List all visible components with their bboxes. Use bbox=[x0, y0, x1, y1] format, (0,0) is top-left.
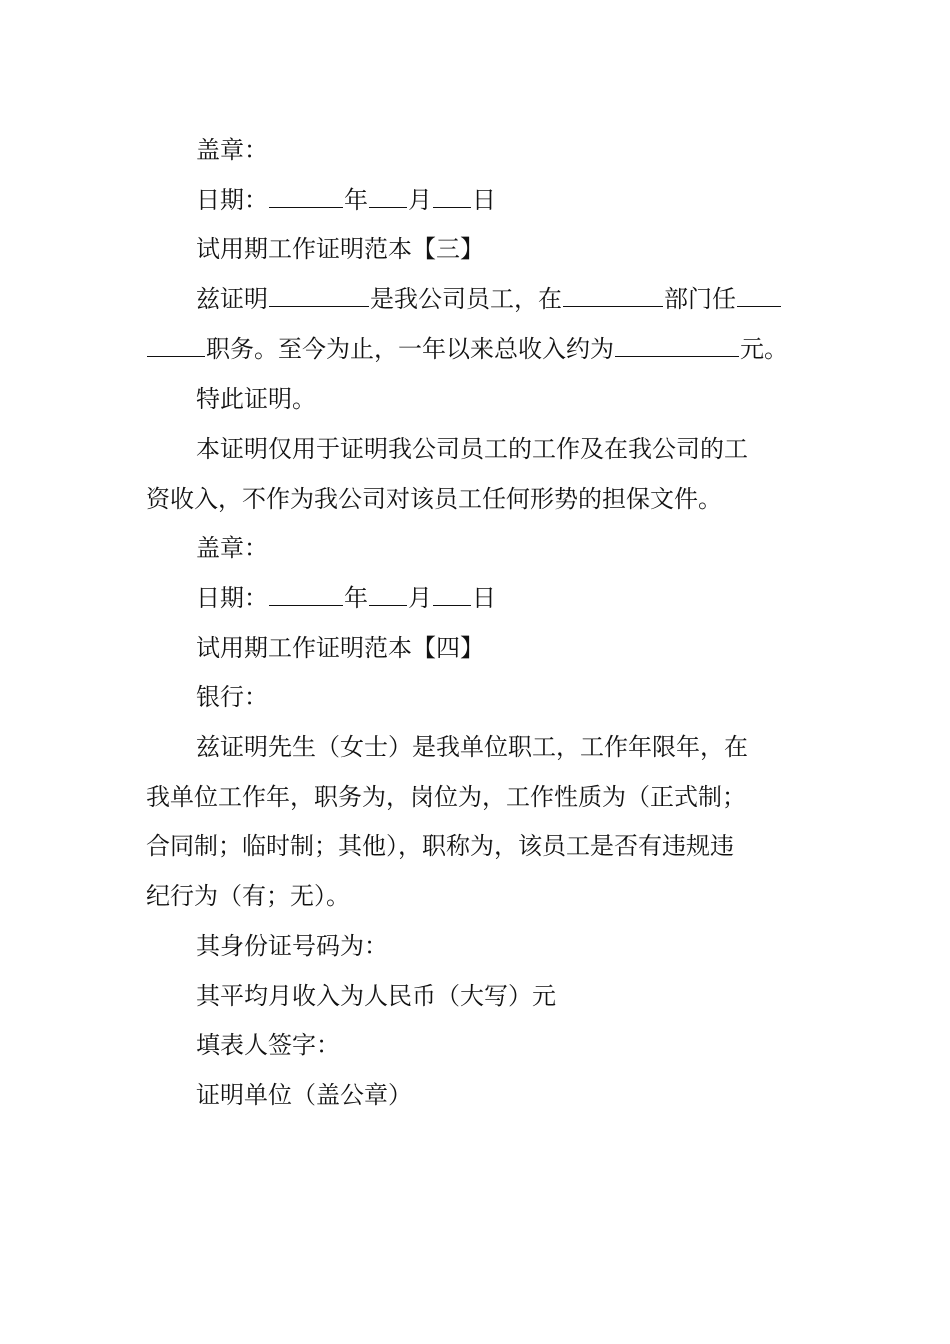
paragraph-line bbox=[196, 384, 811, 414]
text-segment: 职务。至今为止，一年以来总收入约为 bbox=[206, 335, 614, 363]
text-segment: 合同制；临时制；其他），职称为，该员工是否有违规违 bbox=[146, 832, 734, 860]
name-blank bbox=[269, 284, 369, 307]
paragraph-line bbox=[196, 931, 811, 961]
position-blank bbox=[737, 284, 781, 307]
month-label: 月 bbox=[408, 186, 432, 214]
month-blank bbox=[369, 583, 407, 606]
department-blank bbox=[563, 284, 663, 307]
text-segment: 本证明仅用于证明我公司员工的工作及在我公司的工 bbox=[196, 435, 748, 463]
text-segment: 是我公司员工，在 bbox=[370, 285, 562, 313]
text-segment: 特此证明。 bbox=[196, 385, 316, 413]
date-line bbox=[196, 185, 811, 215]
year-label: 年 bbox=[344, 186, 368, 214]
seal-label bbox=[196, 533, 811, 563]
paragraph-line bbox=[196, 732, 811, 762]
heading-text: 试用期工作证明范本【四】 bbox=[196, 634, 484, 662]
date-label: 日期： bbox=[196, 584, 268, 612]
paragraph-line bbox=[196, 682, 811, 712]
date-label: 日期： bbox=[196, 186, 268, 214]
year-blank bbox=[269, 583, 343, 606]
text-segment: 资收入，不作为我公司对该员工任何形势的担保文件。 bbox=[146, 485, 722, 513]
paragraph-line bbox=[146, 782, 811, 812]
date-line bbox=[196, 583, 811, 613]
text-segment: 元。 bbox=[740, 335, 788, 363]
paragraph-line bbox=[146, 334, 811, 364]
seal-text: 盖章： bbox=[196, 136, 268, 164]
paragraph-line bbox=[196, 434, 811, 464]
text-segment: 兹证明 bbox=[196, 285, 268, 313]
text-segment: 其身份证号码为： bbox=[196, 932, 388, 960]
month-blank bbox=[369, 185, 407, 208]
income-blank bbox=[615, 334, 739, 357]
paragraph-line bbox=[196, 1080, 811, 1110]
paragraph-line bbox=[196, 1030, 811, 1060]
paragraph-line bbox=[146, 881, 811, 911]
day-label: 日 bbox=[472, 584, 496, 612]
section-heading-three bbox=[196, 234, 811, 264]
text-segment: 纪行为（有；无）。 bbox=[146, 882, 350, 910]
paragraph-line bbox=[196, 981, 811, 1011]
seal-label bbox=[196, 135, 811, 165]
heading-text: 试用期工作证明范本【三】 bbox=[196, 235, 484, 263]
position-blank-cont bbox=[147, 334, 205, 357]
text-segment: 银行： bbox=[196, 683, 268, 711]
month-label: 月 bbox=[408, 584, 432, 612]
paragraph-line bbox=[146, 484, 811, 514]
day-blank bbox=[433, 583, 471, 606]
seal-text: 盖章： bbox=[196, 534, 268, 562]
paragraph-line bbox=[146, 831, 811, 861]
section-heading-four bbox=[196, 633, 811, 663]
year-blank bbox=[269, 185, 343, 208]
text-segment: 我单位工作年，职务为，岗位为，工作性质为（正式制； bbox=[146, 783, 746, 811]
year-label: 年 bbox=[344, 584, 368, 612]
day-label: 日 bbox=[472, 186, 496, 214]
paragraph-line bbox=[196, 284, 811, 314]
text-segment: 其平均月收入为人民币（大写）元 bbox=[196, 982, 556, 1010]
text-segment: 兹证明先生（女士）是我单位职工，工作年限年，在 bbox=[196, 733, 748, 761]
text-segment: 部门任 bbox=[664, 285, 736, 313]
text-segment: 填表人签字： bbox=[196, 1031, 340, 1059]
text-segment: 证明单位（盖公章） bbox=[196, 1081, 412, 1109]
day-blank bbox=[433, 185, 471, 208]
